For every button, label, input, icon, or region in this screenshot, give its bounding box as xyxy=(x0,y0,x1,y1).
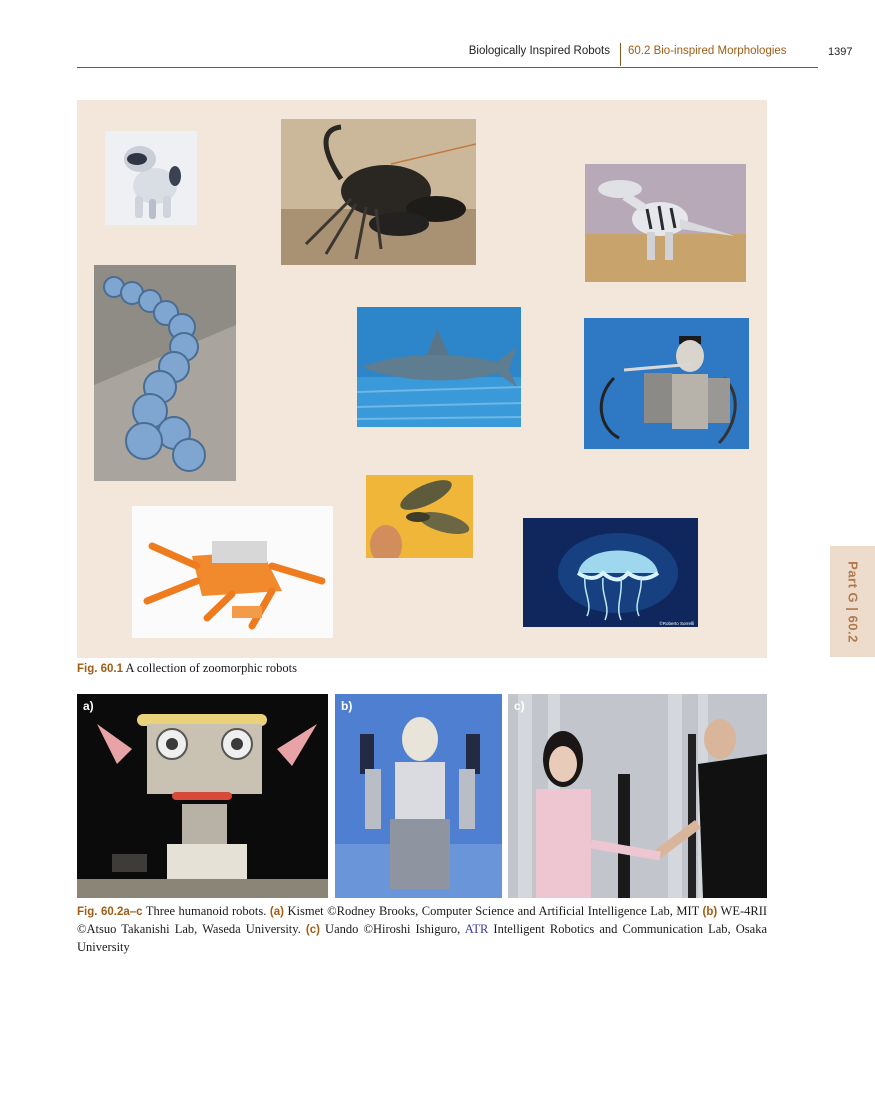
robot-scorpion-photo xyxy=(281,119,476,265)
figure-zoomorphic-robots xyxy=(77,100,767,658)
atr-link[interactable]: ATR xyxy=(464,922,489,936)
ref-c: (c) xyxy=(305,924,320,936)
part-side-tab xyxy=(830,546,875,657)
caption-text-b: WE-4RII ©Atsuo Takanishi Lab, Waseda University. xyxy=(77,904,768,936)
running-header xyxy=(77,40,818,68)
caption-text-c1: Uando ©Hiroshi Ishiguro, xyxy=(325,922,461,936)
robot-dinosaur-photo xyxy=(585,164,746,282)
kismet-robot-photo xyxy=(77,694,328,898)
panel-label-c: c) xyxy=(514,699,525,713)
figure-caption-text: A collection of zoomorphic robots xyxy=(125,661,297,675)
figure-caption xyxy=(77,660,767,678)
figure-label: Fig. 60.1 xyxy=(77,663,124,675)
side-tab-label: Part G | 60.2 xyxy=(845,560,860,643)
flute-playing-robot-photo xyxy=(584,318,749,449)
section-title: 60.2 Bio-inspired Morphologies xyxy=(628,45,787,57)
caption-intro: Three humanoid robots. xyxy=(145,904,267,918)
panel-label-a: a) xyxy=(83,699,94,713)
panel-label-b: b) xyxy=(341,699,353,713)
robot-snake-photo xyxy=(94,265,236,481)
caption-text-c2: Intelligent Robotics and Communication Lab, Osaka University xyxy=(77,922,767,954)
we4rii-robot-photo xyxy=(335,694,502,898)
ref-b: (b) xyxy=(702,906,718,918)
robot-jellyfish-photo xyxy=(523,518,698,627)
robot-shark-photo xyxy=(357,307,521,427)
photo-watermark: ©Roberto Sorrelli xyxy=(659,621,694,626)
uando-robot-photo xyxy=(508,694,767,898)
robot-crab-photo xyxy=(132,506,333,638)
page-number: 1397 xyxy=(828,46,853,58)
robot-dog-photo xyxy=(105,131,197,225)
caption-text-a: Kismet ©Rodney Brooks, Computer Science and Artificial Intelligence Lab, MIT xyxy=(287,904,700,918)
ref-a: (a) xyxy=(269,906,284,918)
robot-fly-photo xyxy=(366,475,473,558)
figure-label-humanoids: Fig. 60.2a–c xyxy=(77,906,143,918)
figure-caption-humanoids xyxy=(77,903,767,956)
chapter-title: Biologically Inspired Robots xyxy=(468,45,610,57)
header-divider xyxy=(620,43,621,66)
